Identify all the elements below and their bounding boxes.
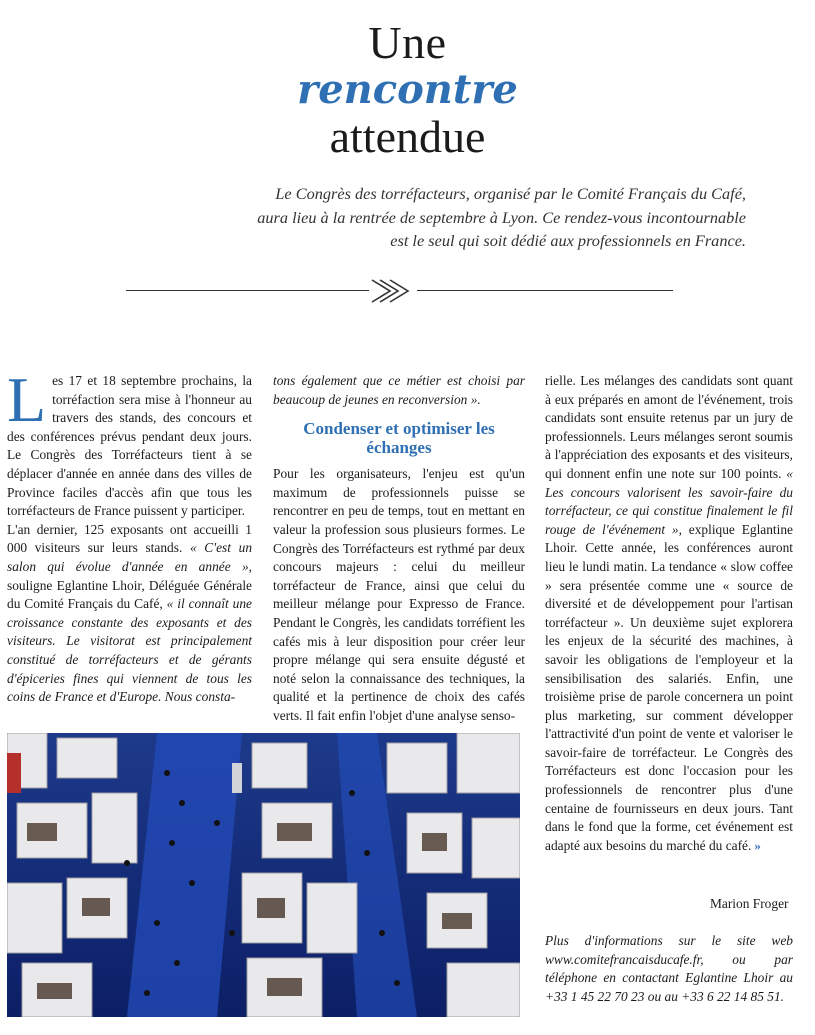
paragraph — [7, 364, 252, 521]
paragraph: Pour les organisateurs, l'enjeu est qu'un maximum de professionnels puisse se rencontrer en peu de temps, tout en mettant en valeur la profession sous plusieurs formes. Le Congrès des Torréfacteurs est rythmé par deux concours majeurs : celui du meilleur torréfacteur de France, ainsi que celui du meilleur mélange pour Expresso de France. Pendant le Congrès, les candidats torréfient les cafés mis à leur disposition pour créer leur propre mélange qui sera ensuite dégusté et noté selon la connaissance des techniques, la qualité et la pertinence de choix des cafés verts. Il fait enfin l'objet d'une analyse senso- — [273, 466, 525, 723]
paragraph-text: rielle. Les mélanges des candidats sont quant à eux préparés en amont de l'événement, trois candidats sont ensuite retenus par un jury de professionnels. Leurs mélanges seront soumis à l'appréciation des exposants et des visiteurs, qui donnent enfin une note sur 100 points. — [545, 373, 793, 481]
standfirst — [130, 182, 746, 253]
paragraph — [7, 521, 252, 707]
quote-continuation: tons également que ce métier est choisi par beaucoup de jeunes en reconversion ». — [273, 373, 525, 407]
article-column-3 — [545, 372, 793, 855]
headline-line-1: Une — [368, 17, 447, 68]
standfirst-line: aura lieu à la rentrée de septembre à Lyon. Ce rendez-vous incontournable — [257, 207, 746, 227]
double-chevron-icon — [368, 278, 418, 304]
quote: « Les concours valorisent les savoir-faire du torréfacteur, ce qui constitue finalement le fil rouge de l'événement » — [545, 465, 793, 537]
quote: « il connaît une croissance constante des exposants et des visiteurs. Le visitorat est principalement constitué de torréfacteurs et de gérants d'épiceries fines qui viennent de tous les coins de France et d'Europe. Nous consta- — [7, 596, 252, 705]
paragraph-text: , explique Eglantine Lhoir. Cette année, les conférences auront lieu le lundi matin. La tendance « slow coffee » sera présentée comme une « source de diversité et de développement pour l'artisan torréfacteur ». Un deuxième sujet explorera les enjeux de la sécurité des machines, à savoir les obligations de l'employeur et la sensibilisation des salariés. Enfin, une troisième prise de parole concernera un point plus marketing, sur comment développer l'attractivité d'un point de vente et valoriser le savoir-faire de torréfacteur. Le Congrès des Torréfacteurs est donc l'occasion pour les professionnels de rencontrer plus d'une centaine de fournisseurs en deux jours. Tant dans le fond que la forme, cet événement est adapté aux besoins du marché du café. — [545, 521, 794, 853]
paragraph-text: L'an dernier, 125 exposants ont accueilli 1 000 visiteurs sur leurs stands. — [7, 521, 252, 556]
section-subhead: Condenser et optimiser les échanges — [303, 419, 495, 458]
article-column-1 — [7, 364, 253, 707]
author-signature: Marion Froger — [710, 896, 789, 911]
paragraph-text: , souligne Eglantine Lhoir, Déléguée Générale du Comité Français du Café, — [7, 558, 252, 612]
photo-illustration — [7, 733, 520, 1017]
end-arrow-icon: » — [754, 837, 761, 853]
standfirst-line: Le Congrès des torréfacteurs, organisé par le Comité Français du Café, — [275, 184, 746, 203]
headline-line-3: attendue — [329, 111, 486, 162]
headline-line-2: rencontre — [297, 66, 518, 113]
article-column-2 — [273, 372, 525, 726]
quote: « C'est un salon qui évolue d'année en année » — [7, 540, 253, 574]
info-box: Plus d'informations sur le site web www.comitefrancaisducafe.fr, ou par téléphone en contactant Eglantine Lhoir au +33 1 45 22 70 23 ou au +33 6 22 14 85 51. — [545, 933, 793, 1004]
standfirst-line: est le seul qui soit dédié aux professionnels en France. — [390, 231, 746, 250]
divider-left — [126, 290, 369, 291]
paragraph — [545, 372, 793, 855]
headline — [0, 18, 815, 162]
paragraph-text: es 17 et 18 septembre prochains, la torréfaction sera mise à l'honneur au travers des stands, des concours et des conférences prévus pendant deux jours. Le Congrès des Torréfacteurs tient à se déplacer d'année en année dans des villes de Province faciles d'accès afin que tous les torréfacteurs de France puissent y participer. — [7, 373, 252, 519]
divider-right — [417, 290, 673, 291]
exhibition-hall-photo — [7, 733, 520, 1017]
drop-cap: L — [7, 364, 47, 435]
